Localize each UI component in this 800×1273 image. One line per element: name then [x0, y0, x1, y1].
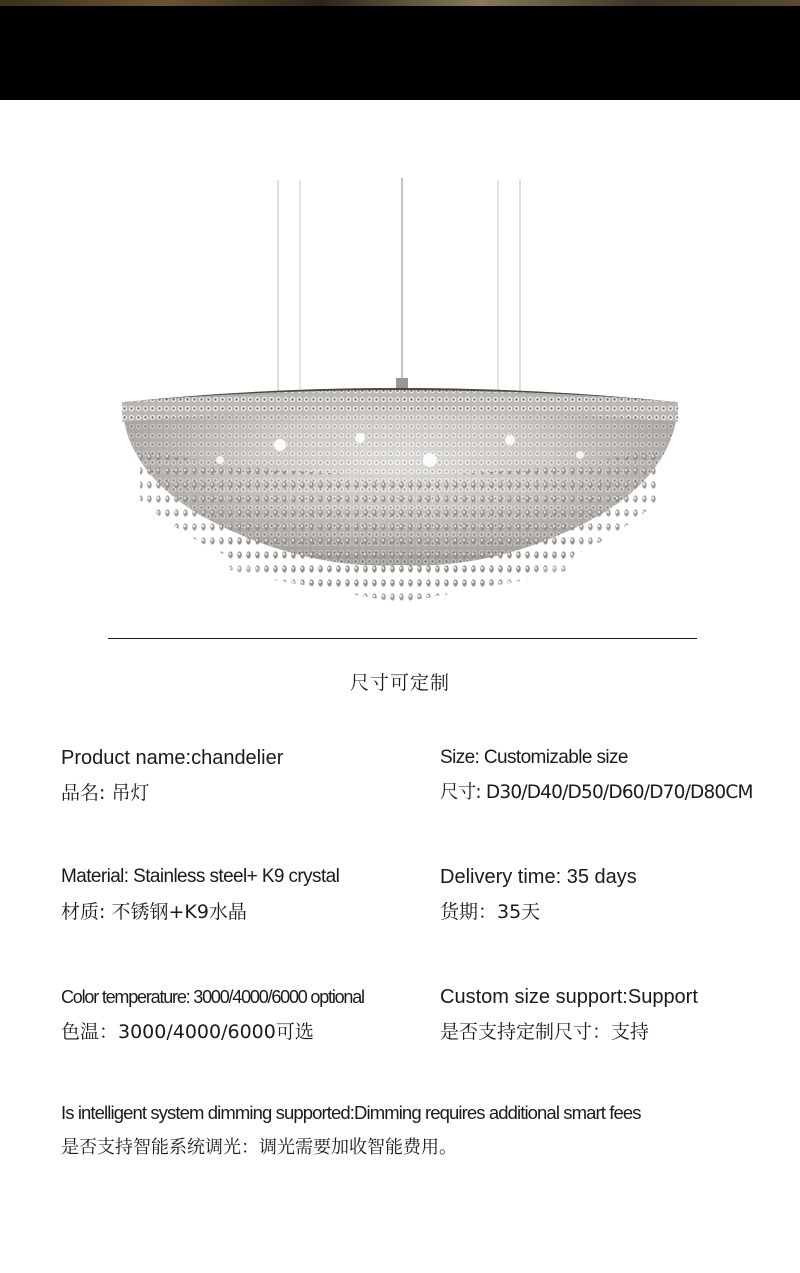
spec-product-name-zh: 品名: 吊灯	[61, 782, 150, 804]
spec-custom-size-zh: 是否支持定制尺寸：支持	[440, 1021, 650, 1043]
chandelier-product-image	[100, 170, 700, 620]
spec-product-name-en: Product name:chandelier	[61, 747, 284, 769]
spec-dimming	[61, 1100, 761, 1161]
spec-dimming-zh: 是否支持智能系统调光：调光需要加收智能费用。	[61, 1137, 457, 1158]
spec-color-temperature	[61, 984, 421, 1045]
spec-color-temperature-zh: 色温：3000/4000/6000可选	[61, 1021, 314, 1043]
spec-custom-size	[440, 984, 800, 1045]
spec-material-zh: 材质: 不锈钢+K9水晶	[61, 901, 247, 923]
top-banner-band	[0, 0, 800, 100]
spec-size-zh: 尺寸: D30/D40/D50/D60/D70/D80CM	[440, 782, 753, 803]
spec-material	[61, 864, 421, 925]
size-caption: 尺寸可定制	[349, 672, 450, 694]
spec-delivery-zh: 货期：35天	[440, 901, 541, 923]
spec-delivery	[440, 864, 800, 925]
spec-delivery-en: Delivery time: 35 days	[440, 866, 637, 888]
spec-size-en: Size: Customizable size	[440, 747, 628, 768]
spec-custom-size-en: Custom size support:Support	[440, 986, 698, 1008]
section-divider	[108, 638, 697, 639]
spec-size	[440, 745, 800, 806]
top-banner-photo-strip	[0, 0, 800, 6]
spec-product-name	[61, 745, 421, 806]
spec-material-en: Material: Stainless steel+ K9 crystal	[61, 866, 340, 887]
spec-dimming-en: Is intelligent system dimming supported:Dimming requires additional smart fees	[61, 1102, 641, 1123]
spec-color-temperature-en: Color temperature: 3000/4000/6000 optional	[61, 987, 364, 1007]
